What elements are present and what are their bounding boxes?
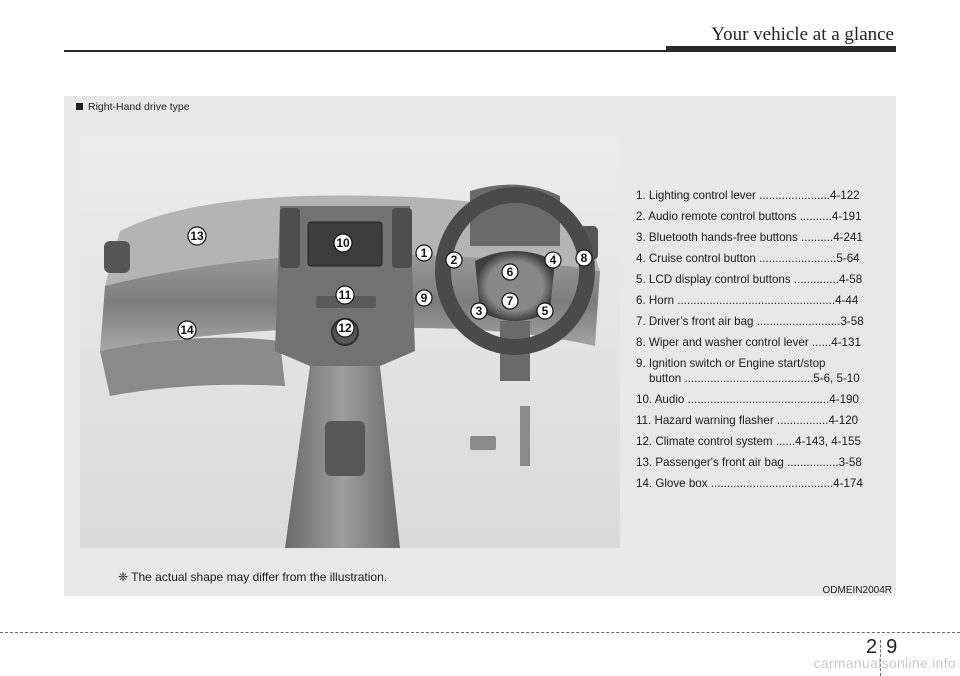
callout-13 xyxy=(188,227,206,245)
legend-item-continuation: button ........................................5-6, 5-10 xyxy=(649,372,860,385)
callout-14 xyxy=(178,321,196,339)
center-left-vent xyxy=(280,208,300,268)
legend-item: 2. Audio remote control buttons ..........4-191 xyxy=(636,210,862,223)
legend-item: 14. Glove box ......................................4-174 xyxy=(636,477,863,490)
svg-text:11: 11 xyxy=(338,288,352,302)
callout-12 xyxy=(336,319,354,337)
callout-8 xyxy=(576,250,592,266)
gear-shifter-area xyxy=(325,421,365,476)
svg-text:10: 10 xyxy=(336,236,350,250)
drive-type-label xyxy=(76,101,190,113)
callout-6 xyxy=(502,264,518,280)
callout-2 xyxy=(446,252,462,268)
drive-type-text: Right-Hand drive type xyxy=(88,101,190,113)
dashboard-illustration xyxy=(80,136,620,548)
left-air-vent xyxy=(104,241,130,273)
brake-pedal xyxy=(470,436,496,450)
svg-text:14: 14 xyxy=(180,323,194,337)
svg-text:2: 2 xyxy=(450,253,458,267)
legend-item: 8. Wiper and washer control lever ......4-131 xyxy=(636,336,861,349)
legend-item-line: 9. Ignition switch or Engine start/stop xyxy=(636,357,826,370)
section-title: Your vehicle at a glance xyxy=(711,24,894,45)
watermark: carmanualsonline.info xyxy=(813,655,956,671)
component-legend xyxy=(636,185,888,494)
callout-3 xyxy=(471,303,487,319)
legend-item: 7. Driver’s front air bag ..........................3-58 xyxy=(636,315,864,328)
center-right-vent xyxy=(392,208,412,268)
image-code: ODMEIN2004R xyxy=(822,585,892,596)
legend-item: 10. Audio ............................................4-190 xyxy=(636,393,859,406)
page-major: 2 xyxy=(866,636,879,658)
svg-text:13: 13 xyxy=(190,229,204,243)
page-minor: 9 xyxy=(886,636,899,658)
callout-4 xyxy=(545,252,561,268)
svg-text:7: 7 xyxy=(506,294,514,308)
legend-item xyxy=(636,356,888,386)
legend-item: 3. Bluetooth hands-free buttons ..........4-241 xyxy=(636,231,863,244)
callout-7 xyxy=(502,293,518,309)
callout-5 xyxy=(537,303,553,319)
callout-10 xyxy=(334,234,352,252)
footer-dashed-rule xyxy=(0,632,960,633)
svg-text:6: 6 xyxy=(506,265,514,279)
svg-text:5: 5 xyxy=(541,304,549,318)
illustration-note: ❈ The actual shape may differ from the illustration. xyxy=(118,570,388,584)
svg-text:3: 3 xyxy=(475,304,483,318)
svg-text:12: 12 xyxy=(338,321,352,335)
legend-item: 4. Cruise control button ........................5-64 xyxy=(636,252,860,265)
callout-9 xyxy=(416,290,432,306)
square-bullet-icon xyxy=(76,103,83,110)
legend-item: 12. Climate control system ......4-143, 4-155 xyxy=(636,435,861,448)
accelerator-pedal xyxy=(520,406,530,466)
svg-text:8: 8 xyxy=(580,251,588,265)
callout-1 xyxy=(416,245,432,261)
legend-item: 11. Hazard warning flasher ................4-120 xyxy=(636,414,859,427)
svg-text:4: 4 xyxy=(549,253,557,267)
legend-item: 6. Horn .................................................4-44 xyxy=(636,294,859,307)
illustration-panel xyxy=(64,96,896,596)
callout-11 xyxy=(336,286,354,304)
legend-item: 5. LCD display control buttons ..............4-58 xyxy=(636,273,863,286)
legend-item: 1. Lighting control lever ......................4-122 xyxy=(636,189,860,202)
svg-text:1: 1 xyxy=(420,246,428,260)
legend-item: 13. Passenger's front air bag ................3-58 xyxy=(636,456,862,469)
header-rule xyxy=(64,50,896,52)
svg-text:9: 9 xyxy=(420,291,428,305)
